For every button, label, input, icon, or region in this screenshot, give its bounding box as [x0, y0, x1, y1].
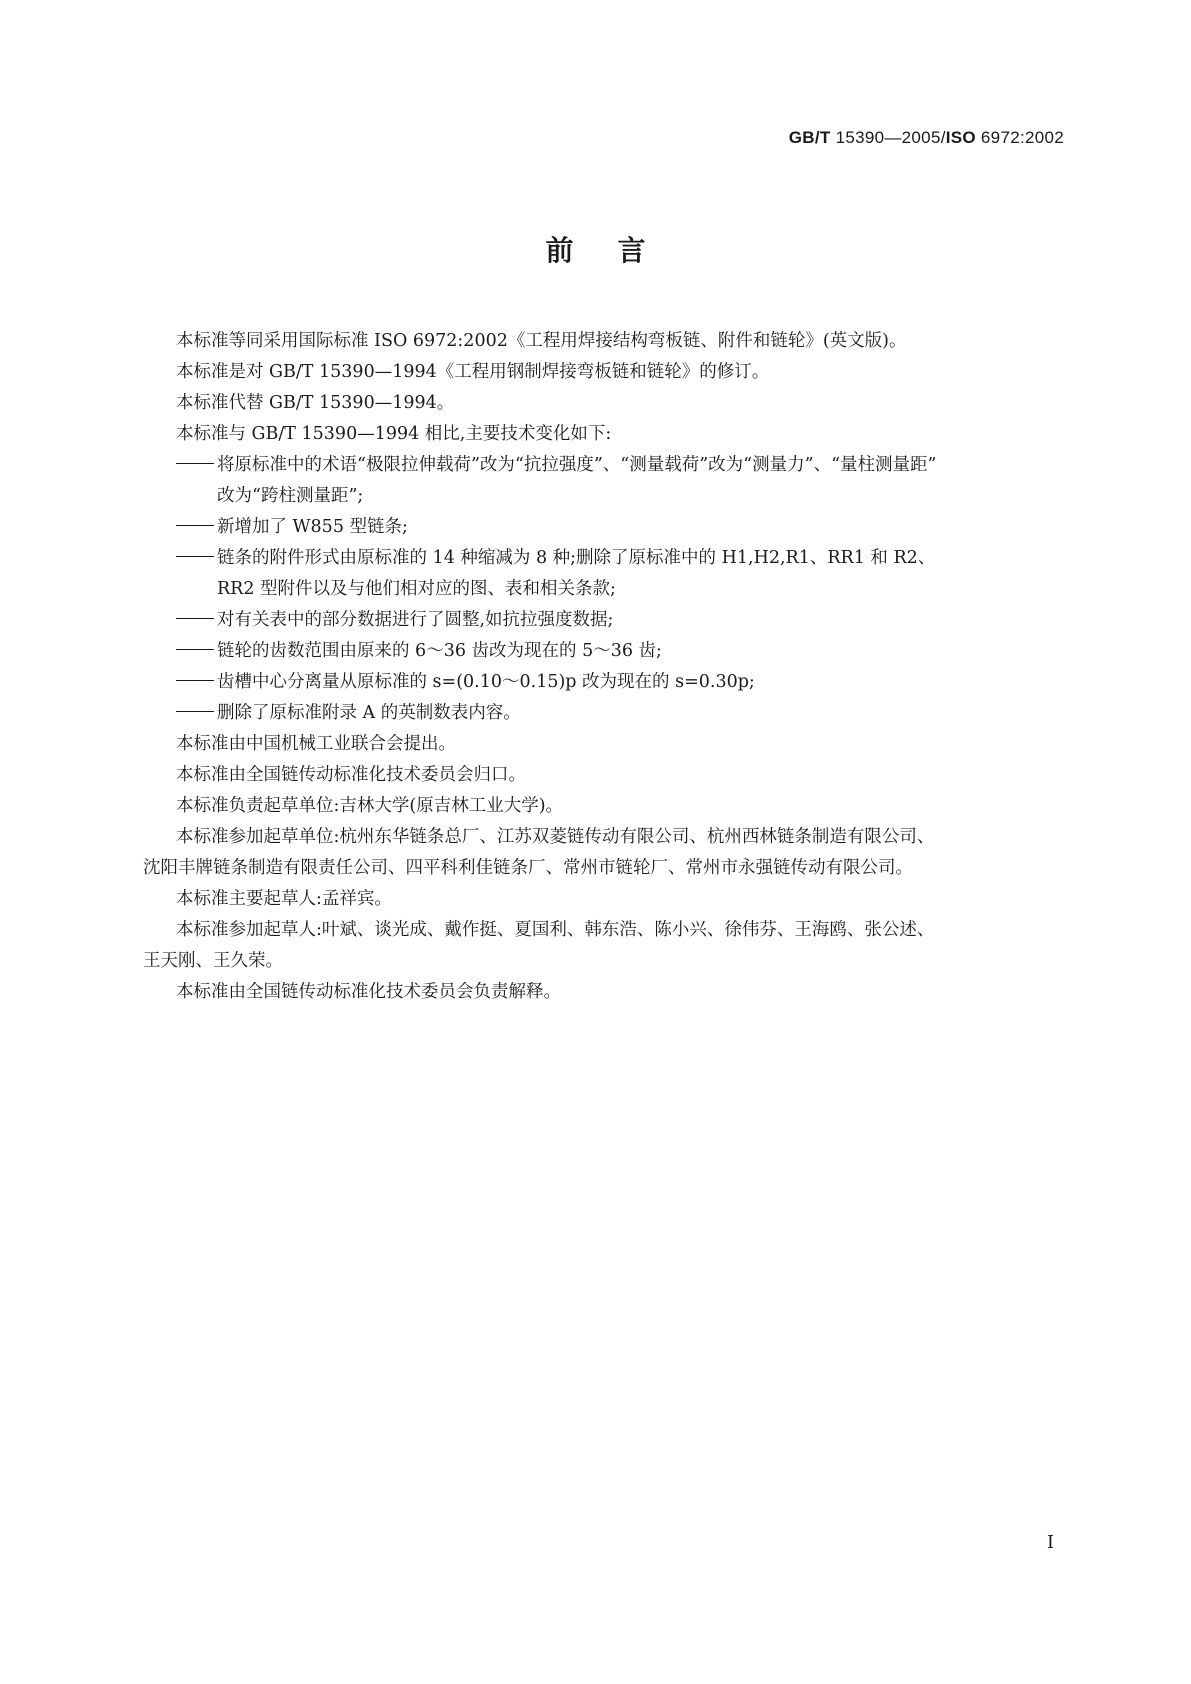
- dash-mark: [176, 556, 214, 557]
- change-text: 对有关表中的部分数据进行了圆整,如抗拉强度数据;: [217, 610, 614, 630]
- change-text: 齿槽中心分离量从原标准的 s=(0.10～0.15)p 改为现在的 s=0.30p;: [217, 672, 755, 692]
- paragraph-cont: 王天刚、王久荣。: [143, 951, 283, 971]
- change-text: 链条的附件形式由原标准的 14 种缩减为 8 种;删除了原标准中的 H1,H2,R1、RR1 和 R2、: [217, 548, 936, 568]
- foreword-body: [143, 326, 1066, 1008]
- change-item: [176, 512, 1066, 543]
- dash-mark: [176, 680, 214, 681]
- iso-code: 6972:2002: [975, 128, 1064, 147]
- dash-mark: [176, 463, 214, 464]
- iso-prefix: ISO: [945, 128, 976, 147]
- standard-number: [789, 128, 1064, 148]
- paragraph: 本标准参加起草人:叶斌、谈光成、戴作挺、夏国利、韩东浩、陈小兴、徐伟芬、王海鸥、张公述、: [176, 920, 935, 940]
- page-title: 前言: [545, 234, 690, 267]
- change-item: [176, 450, 1066, 512]
- dash-mark: [176, 711, 214, 712]
- paragraph: 本标准主要起草人:孟祥宾。: [176, 889, 392, 909]
- paragraph: 本标准参加起草单位:杭州东华链条总厂、江苏双菱链传动有限公司、杭州西林链条制造有限公司、: [176, 827, 935, 847]
- change-text: 链轮的齿数范围由原来的 6～36 齿改为现在的 5～36 齿;: [217, 641, 662, 661]
- change-item: [176, 636, 1066, 667]
- dash-mark: [176, 618, 214, 619]
- change-text-cont: RR2 型附件以及与他们相对应的图、表和相关条款;: [217, 579, 616, 599]
- change-text: 删除了原标准附录 A 的英制数表内容。: [217, 703, 521, 723]
- page-number: I: [1046, 1532, 1054, 1553]
- change-item: [176, 667, 1066, 698]
- standard-prefix: GB/T: [788, 128, 831, 147]
- change-item: [176, 605, 1066, 636]
- paragraph: 本标准是对 GB/T 15390—1994《工程用钢制焊接弯板链和链轮》的修订。: [176, 362, 770, 382]
- paragraph: 本标准由中国机械工业联合会提出。: [176, 734, 456, 754]
- change-text: 新增加了 W855 型链条;: [217, 517, 408, 537]
- paragraph-cont: 沈阳丰牌链条制造有限责任公司、四平科利佳链条厂、常州市链轮厂、常州市永强链传动有限公司。: [143, 858, 913, 878]
- dash-mark: [176, 649, 214, 650]
- paragraph: 本标准代替 GB/T 15390—1994。: [176, 393, 455, 413]
- standard-code: 15390—2005/: [830, 128, 946, 147]
- change-text-cont: 改为“跨柱测量距”;: [217, 486, 364, 506]
- change-item: [176, 543, 1066, 605]
- dash-mark: [176, 525, 214, 526]
- change-item: [176, 698, 1066, 729]
- paragraph: 本标准与 GB/T 15390—1994 相比,主要技术变化如下:: [176, 424, 612, 444]
- paragraph: 本标准等同采用国际标准 ISO 6972:2002《工程用焊接结构弯板链、附件和链轮》(英文版)。: [176, 331, 907, 351]
- paragraph: 本标准负责起草单位:吉林大学(原吉林工业大学)。: [176, 796, 564, 816]
- change-text: 将原标准中的术语“极限拉伸载荷”改为“抗拉强度”、“测量载荷”改为“测量力”、“量柱测量距”: [217, 455, 937, 475]
- paragraph: 本标准由全国链传动标准化技术委员会归口。: [176, 765, 526, 785]
- paragraph: 本标准由全国链传动标准化技术委员会负责解释。: [176, 982, 561, 1002]
